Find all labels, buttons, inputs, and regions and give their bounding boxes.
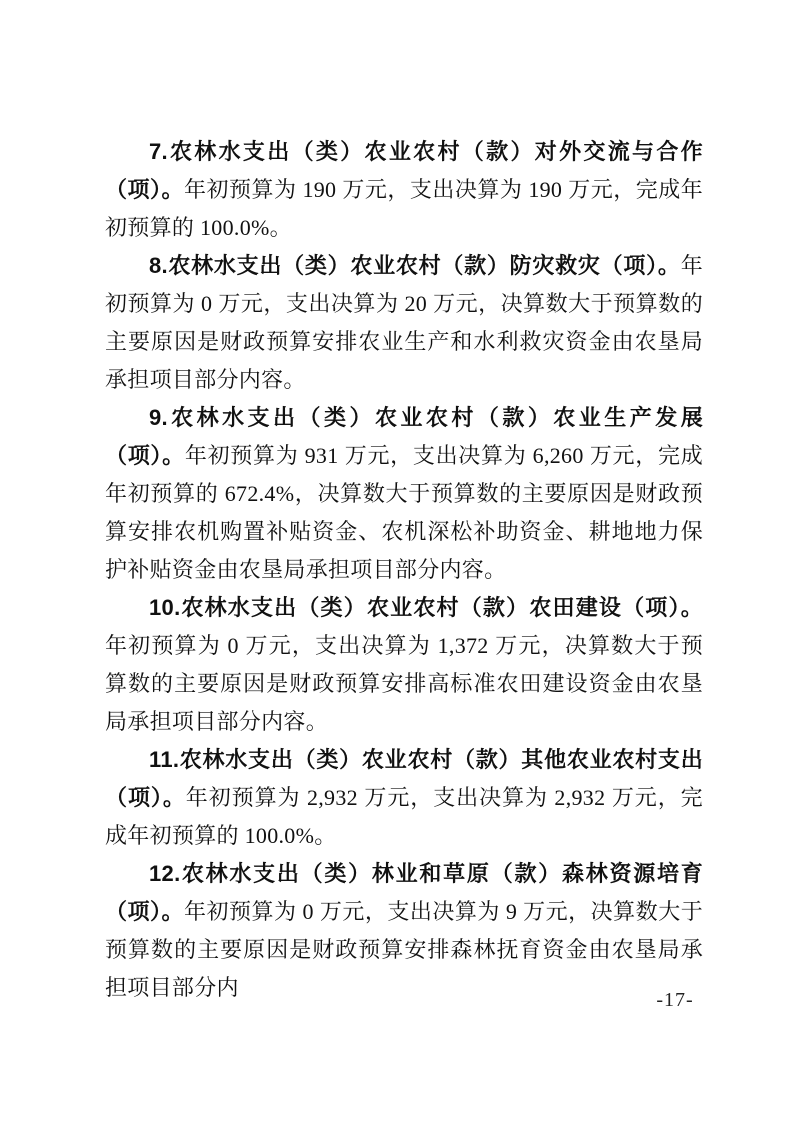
- paragraph-heading: 12.农林水支出（类）林业和草原（款）森林资源培育（项）。: [105, 861, 703, 924]
- document-body: [105, 133, 703, 1007]
- paragraph-text: 年初预算为 0 万元，支出决算为 9 万元，决算数大于预算数的主要原因是财政预算安排森林抚育资金由农垦局承担项目部分内: [105, 899, 703, 1000]
- paragraph-heading: 9.农林水支出（类）农业农村（款）农业生产发展（项）。: [105, 405, 703, 468]
- paragraph-text: 年初预算为 0 万元，支出决算为 1,372 万元，决算数大于预算数的主要原因是财政预算安排高标准农田建设资金由农垦局承担项目部分内容。: [105, 633, 703, 734]
- paragraph-text: 年初预算为 2,932 万元，支出决算为 2,932 万元，完成年初预算的 100.0%。: [105, 785, 703, 848]
- page-number: -17-: [656, 989, 694, 1011]
- paragraph-heading: 7.农林水支出（类）农业农村（款）对外交流与合作（项）。: [105, 139, 703, 202]
- paragraph-text: 年初预算为 931 万元，支出决算为 6,260 万元，完成年初预算的 672.4%，决算数大于预算数的主要原因是财政预算安排农机购置补贴资金、农机深松补助资金、耕地地力保护补贴资金由农垦局承担项目部分内容。: [105, 443, 703, 582]
- paragraph-text: 年初预算为 0 万元，支出决算为 20 万元，决算数大于预算数的主要原因是财政预算安排农业生产和水利救灾资金由农垦局承担项目部分内容。: [105, 253, 703, 392]
- paragraph-heading: 8.农林水支出（类）农业农村（款）防灾救灾（项）。: [149, 253, 681, 278]
- budget-paragraph: [105, 589, 703, 741]
- budget-paragraph: [105, 741, 703, 855]
- budget-paragraph: [105, 855, 703, 1007]
- budget-paragraph: [105, 133, 703, 247]
- paragraph-heading: 11.农林水支出（类）农业农村（款）其他农业农村支出（项）。: [105, 747, 703, 810]
- budget-paragraph: [105, 399, 703, 589]
- paragraph-text: 年初预算为 190 万元，支出决算为 190 万元，完成年初预算的 100.0%。: [105, 177, 703, 240]
- budget-paragraph: [105, 247, 703, 399]
- paragraph-heading: 10.农林水支出（类）农业农村（款）农田建设（项）。: [149, 595, 703, 620]
